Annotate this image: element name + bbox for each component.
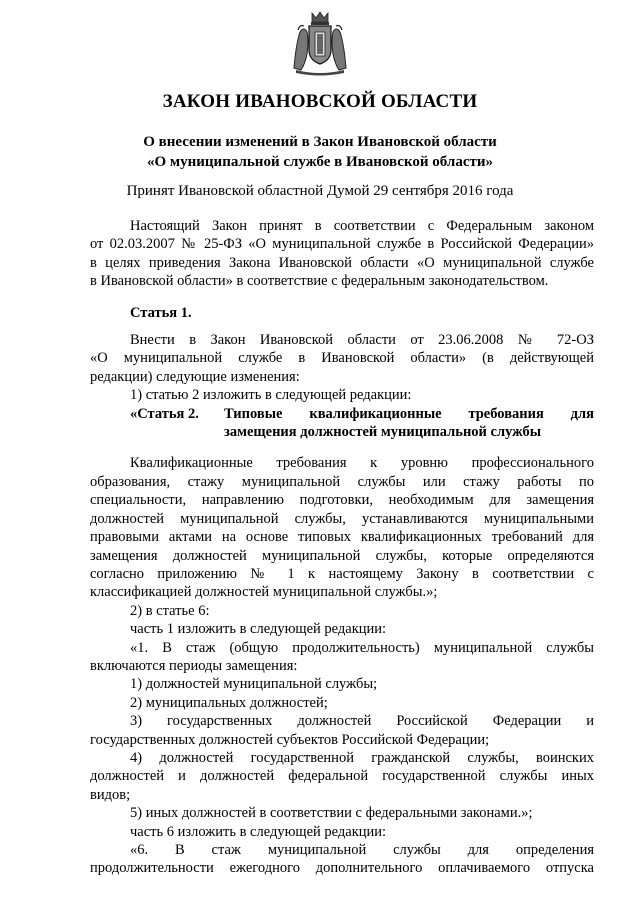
law-title: ЗАКОН ИВАНОВСКОЙ ОБЛАСТИ [162, 91, 478, 112]
part-text-line: продолжительности ежегодного дополнительного оплачиваемого отпуска [90, 860, 594, 877]
quoted-body-line: образования, стажу муниципальной службы или стажу работы по [90, 473, 594, 490]
article-intro-line: редакции) следующие изменения: [90, 368, 300, 385]
list-item: 1) должностей муниципальной службы; [130, 676, 378, 693]
part-text-line: «6. В стаж муниципальной службы для определения [130, 842, 594, 858]
list-item: должностей и должностей федеральной государственной службы иных [90, 768, 594, 785]
amendment-item: 1) статью 2 изложить в следующей редакции: [130, 387, 412, 404]
preamble-line: Настоящий Закон принят в соответствии с Федеральным законом [130, 218, 594, 234]
quoted-article-title-line: замещения должностей муниципальной службы [224, 424, 542, 441]
quoted-article-title-line: Типовые квалификационные требования для [224, 405, 594, 422]
law-subtitle-line: О внесении изменений в Закон Ивановской области [143, 134, 497, 150]
list-item: 2) муниципальных должностей; [130, 694, 328, 711]
list-item: 5) иных должностей в соответствии с федеральными законами.»; [130, 805, 533, 822]
quoted-body-line: правовыми актами на основе типовых квалификационных требований для [90, 529, 594, 546]
list-item: видов; [90, 786, 131, 803]
part-text-line: «1. В стаж (общую продолжительность) муниципальной службы [130, 639, 594, 656]
article-heading: Статья 1. [130, 304, 192, 321]
article-intro-line: «О муниципальной службе в Ивановской области» (в действующей [90, 350, 594, 367]
part-text-line: включаются периоды замещения: [90, 657, 298, 674]
article-intro-line: Внести в Закон Ивановской области от 23.06.2008 № 72-ОЗ [130, 332, 594, 349]
quoted-body-line: Квалификационные требования к уровню профессионального [130, 455, 594, 472]
adoption-line: Принят Ивановской областной Думой 29 сентября 2016 года [126, 183, 514, 199]
preamble-line: в целях приведения Закона Ивановской области «О муниципальной службе [90, 254, 594, 271]
coat-of-arms-emblem [290, 10, 350, 77]
list-item: 3) государственных должностей Российской Федерации и [130, 713, 594, 730]
quoted-article-title [90, 405, 594, 423]
quoted-body-line: классификацией должностей муниципальной службы.»; [90, 584, 438, 601]
law-subtitle [0, 132, 640, 172]
amendment-subitem: часть 1 изложить в следующей редакции: [130, 621, 387, 638]
amendment-subitem: часть 6 изложить в следующей редакции: [130, 823, 387, 840]
list-item: 4) должностей государственной гражданской службы, воинских [130, 749, 594, 766]
quoted-article-label: «Статья 2. [130, 405, 199, 422]
document-body [90, 217, 594, 878]
quoted-body-line: замещения должностей муниципальной службы, которые определяются [90, 547, 594, 564]
quoted-body-line: специальности, направлению подготовки, необходимым для замещения [90, 492, 594, 509]
amendment-item: 2) в статье 6: [130, 602, 210, 619]
preamble-line: от 02.03.2007 № 25-ФЗ «О муниципальной службе в Российской Федерации» [90, 236, 594, 253]
quoted-body-line: согласно приложению № 1 к настоящему Закону в соответствии с [90, 565, 594, 582]
law-subtitle-line: «О муниципальной службе в Ивановской области» [146, 154, 493, 170]
preamble-line: в Ивановской области» в соответствие с федеральным законодательством. [90, 273, 549, 290]
list-item: государственных должностей субъектов Российской Федерации; [90, 731, 490, 748]
quoted-body-line: должностей муниципальной службы, устанавливаются муниципальными [90, 510, 594, 527]
